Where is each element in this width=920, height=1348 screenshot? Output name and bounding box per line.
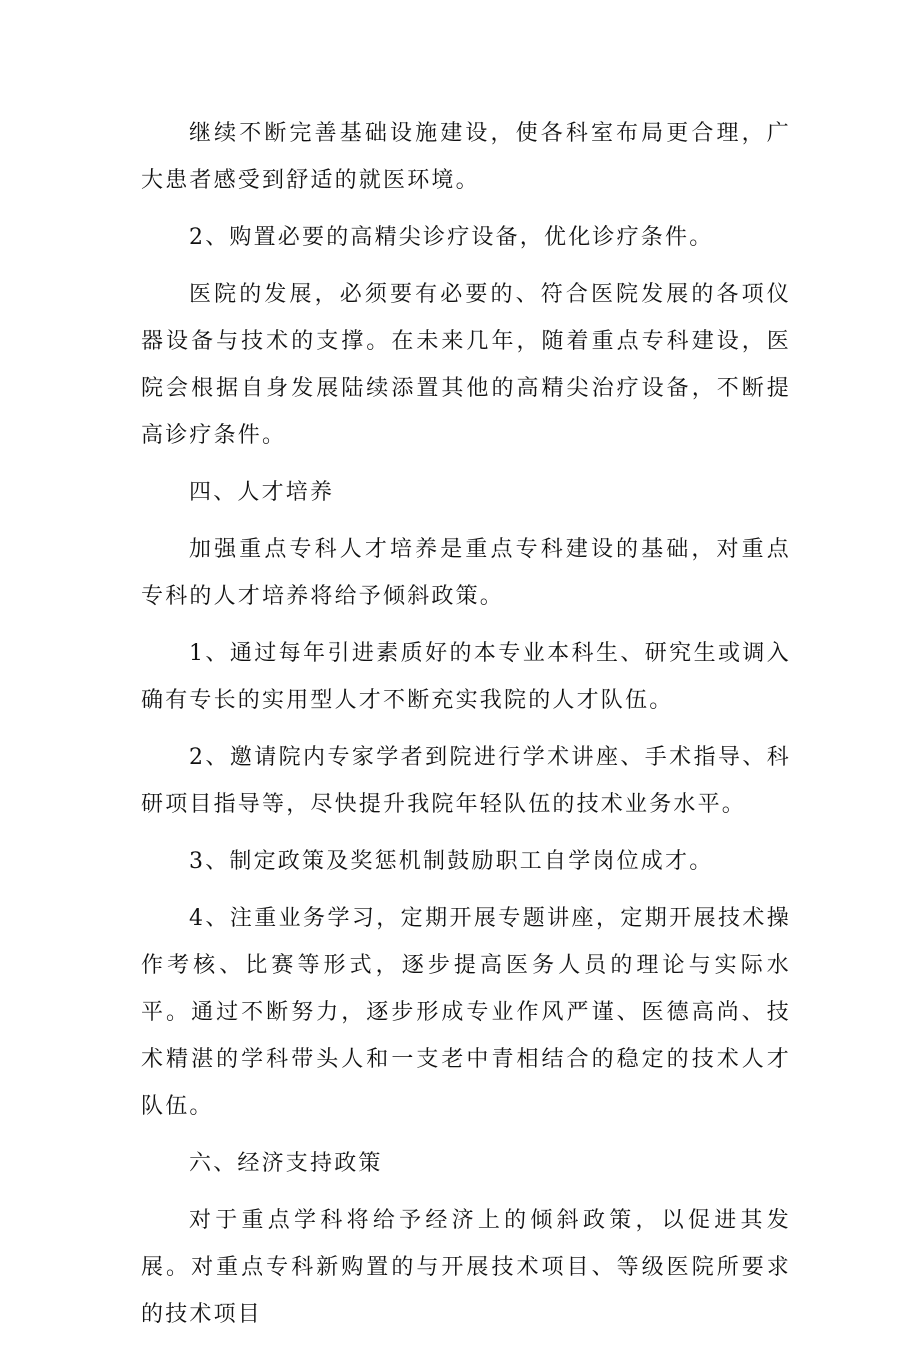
paragraph-economic-support: 对于重点学科将给予经济上的倾斜政策，以促进其发展。对重点专科新购置的与开展技术项目、等级医院所要求的技术项目 xyxy=(141,1208,791,1327)
section-heading-talent-training: 四、人才培养 xyxy=(189,480,335,505)
section-heading-economic-support: 六、经济支持政策 xyxy=(189,1151,383,1176)
paragraph-talent-item-3: 3、制定政策及奖惩机制鼓励职工自学岗位成才。 xyxy=(189,849,714,874)
paragraph-talent-item-4: 4、注重业务学习，定期开展专题讲座，定期开展技术操作考核、比赛等形式，逐步提高医务人员的理论与实际水平。通过不断努力，逐步形成专业作风严谨、医德高尚、技术精湛的学科带头人和一支老中青相结合的稳定的技术人才队伍。 xyxy=(141,906,791,1119)
paragraph-talent-item-1: 1、通过每年引进素质好的本专业本科生、研究生或调入确有专长的实用型人才不断充实我院的人才队伍。 xyxy=(141,641,791,713)
paragraph-equipment-detail: 医院的发展，必须要有必要的、符合医院发展的各项仪器设备与技术的支撑。在未来几年，随着重点专科建设，医院会根据自身发展陆续添置其他的高精尖治疗设备，不断提高诊疗条件。 xyxy=(141,282,791,448)
document-body xyxy=(141,110,791,1348)
paragraph-equipment-item-2: 2、购置必要的高精尖诊疗设备，优化诊疗条件。 xyxy=(189,225,714,250)
paragraph-talent-intro: 加强重点专科人才培养是重点专科建设的基础，对重点专科的人才培养将给予倾斜政策。 xyxy=(141,537,791,609)
paragraph-infrastructure: 继续不断完善基础设施建设，使各科室布局更合理，广大患者感受到舒适的就医环境。 xyxy=(141,121,791,193)
paragraph-talent-item-2: 2、邀请院内专家学者到院进行学术讲座、手术指导、科研项目指导等，尽快提升我院年轻队伍的技术业务水平。 xyxy=(141,745,791,817)
